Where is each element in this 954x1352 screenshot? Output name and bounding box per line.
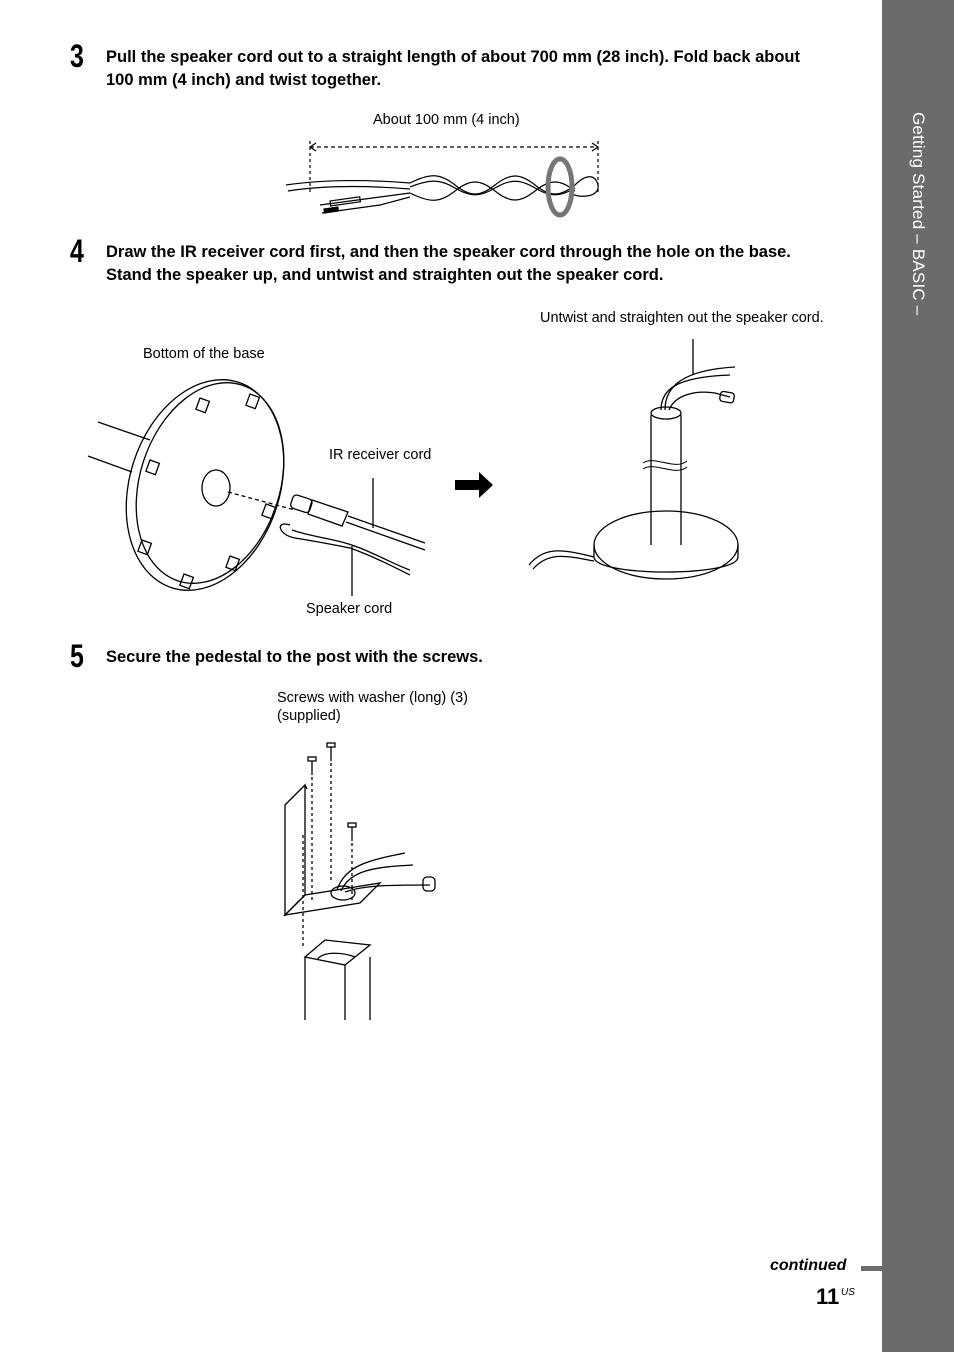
untwist-label: Untwist and straighten out the speaker cord. xyxy=(540,310,824,326)
screws-label-line-1: Screws with washer (long) (3) xyxy=(277,690,468,706)
step-5-instruction: Secure the pedestal to the post with the screws. xyxy=(106,648,483,666)
step-4-line-2: Stand the speaker up, and untwist and straighten out the speaker cord. xyxy=(106,266,664,284)
step-5-number: 5 xyxy=(70,638,84,674)
continued-bar xyxy=(861,1266,882,1271)
ir-cord-label: IR receiver cord xyxy=(329,447,432,463)
step-3-line-2: 100 mm (4 inch) and twist together. xyxy=(106,71,382,89)
right-arrow-icon xyxy=(455,472,495,498)
step-3-instruction xyxy=(106,46,800,92)
pedestal-screws-illustration xyxy=(275,735,445,1025)
standing-speaker-illustration xyxy=(525,335,755,595)
step-3-number: 3 xyxy=(70,38,84,74)
step-3-line-1: Pull the speaker cord out to a straight length of about 700 mm (28 inch). Fold back about xyxy=(106,48,801,66)
page-suffix: US xyxy=(841,1287,855,1298)
step-4-instruction xyxy=(106,241,791,287)
screws-label-line-2: (supplied) xyxy=(277,708,341,724)
continued-label: continued xyxy=(770,1257,847,1274)
speaker-cord-label: Speaker cord xyxy=(306,601,393,617)
base-bottom-illustration xyxy=(80,360,450,600)
length-label: About 100 mm (4 inch) xyxy=(373,112,520,128)
twisted-cord-illustration xyxy=(280,135,610,225)
step-4-number: 4 xyxy=(70,233,84,269)
base-bottom-label: Bottom of the base xyxy=(143,346,265,362)
page-number: 11 xyxy=(816,1284,840,1309)
step-4-line-1: Draw the IR receiver cord first, and then the speaker cord through the hole on the base. xyxy=(106,243,791,261)
section-title: Getting Started – BASIC – xyxy=(909,112,928,316)
